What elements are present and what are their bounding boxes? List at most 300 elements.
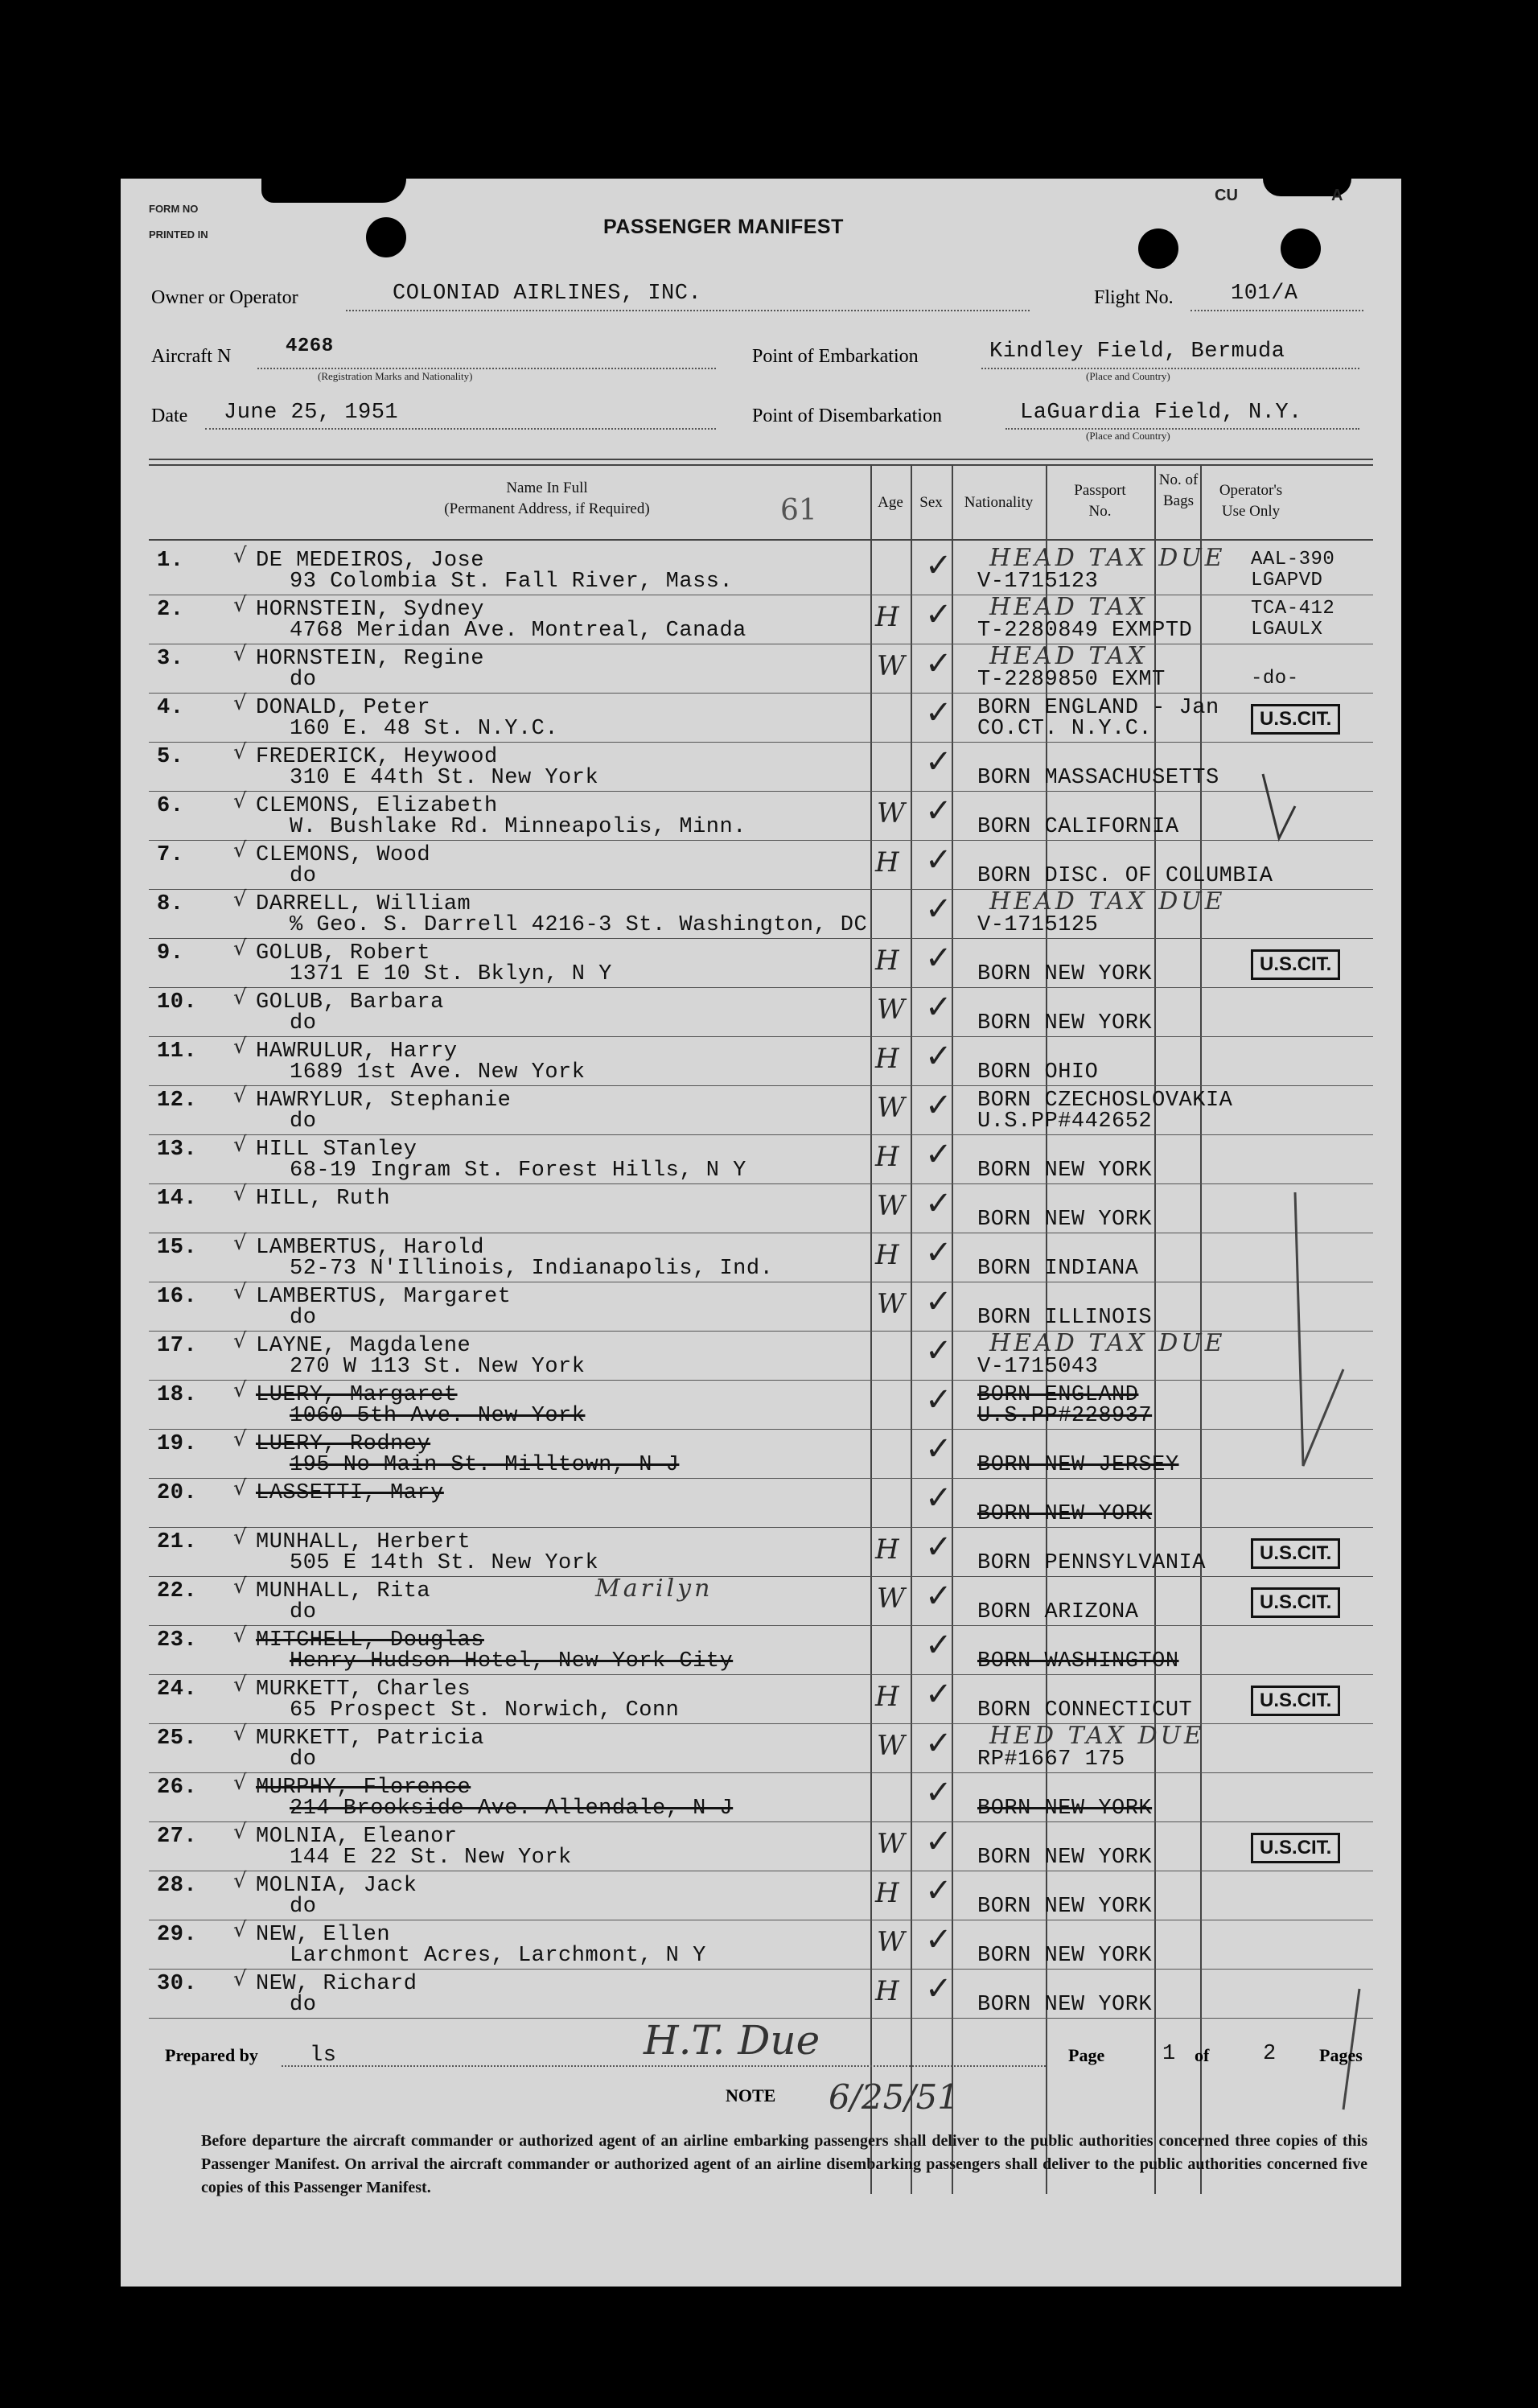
row-number: 17. (157, 1334, 198, 1358)
pen-stroke (1263, 774, 1295, 838)
row-number: 28. (157, 1874, 198, 1898)
passenger-name: DE MEDEIROS, Jose (256, 549, 484, 573)
punch-hole (366, 217, 406, 257)
passenger-address: 505 E 14th St. New York (290, 1551, 599, 1575)
sex-mark: H (875, 601, 899, 633)
operator-code: TCA-412 (1251, 598, 1335, 619)
row-number: 6. (157, 794, 184, 818)
sex-mark: W (877, 1583, 905, 1615)
sex-mark: H (875, 1533, 899, 1566)
flight-label: Flight No. (1094, 287, 1174, 308)
check-mark: ✓ (925, 547, 952, 584)
col-name-subtitle: (Permanent Address, if Required) (444, 500, 650, 517)
row-number: 26. (157, 1776, 198, 1800)
aircraft-underline (257, 368, 716, 369)
aircraft-label: Aircraft N (151, 346, 232, 367)
tick-mark: √ (233, 887, 247, 912)
col-name-title: Name In Full (506, 480, 588, 496)
manifest-title: PASSENGER MANIFEST (603, 216, 844, 238)
date-value: June 25, 1951 (224, 401, 399, 425)
nationality-value: CO.CT. N.Y.C. (977, 717, 1153, 741)
row-divider (149, 840, 1373, 841)
tick-mark: √ (233, 1722, 247, 1746)
punch-hole (1138, 228, 1178, 269)
flight-underline (1191, 310, 1363, 311)
tick-mark: √ (233, 1084, 247, 1108)
tick-mark: √ (233, 642, 247, 666)
nationality-value: BORN OHIO (977, 1060, 1099, 1085)
row-number: 19. (157, 1432, 198, 1456)
row-number: 14. (157, 1187, 198, 1211)
row-divider (149, 938, 1373, 939)
form-number: FORM NO (149, 203, 199, 215)
row-divider (149, 1674, 1373, 1675)
disembark-underline (1005, 428, 1359, 430)
torn-corner (261, 179, 406, 203)
tick-mark: √ (233, 1133, 247, 1157)
check-mark: ✓ (925, 792, 952, 829)
tick-mark: √ (233, 1771, 247, 1795)
tick-mark: √ (233, 1427, 247, 1451)
row-number: 23. (157, 1628, 198, 1653)
handwritten-note: HEAD TAX DUE (989, 544, 1226, 572)
row-number: 10. (157, 990, 198, 1015)
nationality-value: BORN NEW YORK (977, 1846, 1153, 1870)
embark-value: Kindley Field, Bermuda (989, 340, 1285, 364)
handwritten-note: HEAD TAX DUE (989, 1329, 1226, 1357)
row-number: 25. (157, 1727, 198, 1751)
col-bags-header: No. of Bags (1158, 471, 1199, 509)
nationality-value: BORN NEW YORK (977, 1944, 1153, 1968)
nationality-line-1: BORN CZECHOSLOVAKIA (977, 1089, 1233, 1113)
tick-mark: √ (233, 1231, 247, 1255)
nationality-value: BORN PENNSYLVANIA (977, 1551, 1206, 1575)
tick-mark: √ (233, 1820, 247, 1844)
row-divider (149, 1772, 1373, 1773)
row-number: 21. (157, 1530, 198, 1554)
check-mark: ✓ (925, 1921, 952, 1958)
owner-underline (346, 310, 1030, 311)
sex-mark: W (877, 1926, 905, 1958)
passenger-name: FREDERICK, Heywood (256, 745, 498, 769)
passenger-name: NEW, Richard (256, 1972, 417, 1996)
passenger-name: MURKETT, Charles (256, 1677, 471, 1702)
row-divider (149, 1625, 1373, 1626)
row-divider (149, 1576, 1373, 1577)
passenger-address: 4768 Meridan Ave. Montreal, Canada (290, 619, 746, 643)
manifest-page (121, 179, 1401, 2287)
passenger-address: do (290, 1895, 317, 1919)
handwritten-note: Marilyn (595, 1574, 713, 1603)
tick-mark: √ (233, 1280, 247, 1304)
passenger-address: 65 Prospect St. Norwich, Conn (290, 1698, 680, 1723)
page-of-label: of (1195, 2045, 1210, 2065)
owner-label: Owner or Operator (151, 287, 298, 308)
row-divider (149, 1527, 1373, 1528)
check-mark: ✓ (925, 694, 952, 731)
passenger-name: GOLUB, Robert (256, 941, 431, 965)
us-citizen-stamp: U.S.CIT. (1251, 1538, 1340, 1569)
passenger-address: Henry Hudson Hotel, New York City (290, 1649, 734, 1673)
handwritten-note: HEAD TAX DUE (989, 887, 1226, 916)
check-mark: ✓ (925, 1970, 952, 2007)
corner-code-right: A (1331, 187, 1343, 204)
row-divider (149, 1085, 1373, 1086)
passenger-address: 1371 E 10 St. Bklyn, N Y (290, 962, 612, 986)
passenger-address: do (290, 1993, 317, 2017)
operator-code-2: LGAULX (1251, 619, 1323, 640)
tick-mark: √ (233, 740, 247, 764)
tick-mark: √ (233, 986, 247, 1010)
passenger-address: do (290, 668, 317, 692)
prepared-underline (282, 2065, 1046, 2067)
sex-mark: H (875, 1877, 899, 1909)
tick-mark: √ (233, 936, 247, 961)
sex-mark: W (877, 797, 905, 829)
page-total: 2 (1263, 2042, 1277, 2066)
owner-value: COLONIAD AIRLINES, INC. (393, 282, 702, 306)
row-divider (149, 1478, 1373, 1479)
row-number: 30. (157, 1972, 198, 1996)
sex-mark: H (875, 1975, 899, 2007)
prepared-label: Prepared by (165, 2045, 258, 2065)
nationality-value: BORN MASSACHUSETTS (977, 766, 1219, 790)
passenger-name: MURKETT, Patricia (256, 1727, 484, 1751)
passenger-address: 68-19 Ingram St. Forest Hills, N Y (290, 1159, 746, 1183)
punch-hole (1281, 228, 1321, 269)
tick-mark: √ (233, 1869, 247, 1893)
handwritten-note: HEAD TAX (989, 642, 1148, 670)
passenger-address: 270 W 113 St. New York (290, 1355, 586, 1379)
us-citizen-stamp: U.S.CIT. (1251, 1833, 1340, 1863)
row-divider (149, 742, 1373, 743)
row-number: 18. (157, 1383, 198, 1407)
pages-label: Pages (1319, 2045, 1363, 2065)
column-divider (911, 464, 912, 2194)
passenger-address: 310 E 44th St. New York (290, 766, 599, 790)
nationality-value: BORN NEW YORK (977, 962, 1153, 986)
check-mark: ✓ (925, 1381, 952, 1418)
check-mark: ✓ (925, 940, 952, 977)
sex-mark: W (877, 994, 905, 1026)
us-citizen-stamp: U.S.CIT. (1251, 1587, 1340, 1618)
table-top-rule (149, 459, 1373, 460)
tick-mark: √ (233, 1182, 247, 1206)
sex-mark: W (877, 1092, 905, 1124)
registration-note: (Registration Marks and Nationality) (318, 370, 473, 382)
sex-mark: W (877, 650, 905, 682)
passenger-address: % Geo. S. Darrell 4216-3 St. Washington, DC (290, 913, 868, 937)
nationality-line-1: BORN ENGLAND - Jan (977, 696, 1219, 720)
check-mark: ✓ (925, 1087, 952, 1124)
prepared-value: ls (310, 2044, 337, 2068)
note-label: NOTE (726, 2085, 776, 2105)
check-mark: ✓ (925, 1430, 952, 1467)
sex-mark: H (875, 945, 899, 977)
nationality-value: RP#1667 175 (977, 1747, 1125, 1772)
flight-value: 101/A (1231, 282, 1298, 306)
passenger-address: 1060 5th Ave. New York (290, 1404, 586, 1428)
embark-place-note: (Place and Country) (1086, 370, 1170, 382)
passenger-name: LAMBERTUS, Harold (256, 1236, 484, 1260)
tick-mark: √ (233, 691, 247, 715)
check-mark: ✓ (925, 596, 952, 633)
col-name-header (362, 478, 732, 520)
sex-mark: W (877, 1730, 905, 1762)
handwritten-note: HEAD TAX (989, 593, 1148, 621)
passenger-name: HILL STanley (256, 1138, 417, 1162)
date-underline (205, 428, 716, 430)
check-mark: ✓ (925, 891, 952, 928)
tick-mark: √ (233, 1574, 247, 1599)
nationality-value: V-1715043 (977, 1355, 1099, 1379)
disembark-label: Point of Disembarkation (752, 405, 942, 426)
sex-mark: H (875, 846, 899, 879)
check-mark: ✓ (925, 1529, 952, 1566)
officer-signature: H.T. Due (644, 2017, 820, 2064)
check-mark: ✓ (925, 1725, 952, 1762)
passenger-address: W. Bushlake Rd. Minneapolis, Minn. (290, 815, 746, 839)
col-nationality-header: Nationality (964, 494, 1034, 511)
row-number: 8. (157, 892, 184, 916)
nationality-value: T-2289850 EXMT (977, 668, 1166, 692)
row-divider (149, 987, 1373, 988)
corner-code: CU (1215, 187, 1238, 204)
passenger-name: HAWRYLUR, Stephanie (256, 1089, 512, 1113)
us-citizen-stamp: U.S.CIT. (1251, 949, 1340, 980)
us-citizen-stamp: U.S.CIT. (1251, 1686, 1340, 1716)
passenger-name: HAWRULUR, Harry (256, 1039, 458, 1064)
embark-label: Point of Embarkation (752, 346, 919, 367)
check-mark: ✓ (925, 1234, 952, 1271)
row-divider (149, 791, 1373, 792)
passenger-address: do (290, 864, 317, 888)
passenger-name: MUNHALL, Rita (256, 1579, 431, 1603)
sex-mark: H (875, 1043, 899, 1075)
tick-mark: √ (233, 1378, 247, 1402)
nationality-line-1: BORN ENGLAND (977, 1383, 1139, 1407)
row-divider (149, 1821, 1373, 1822)
passenger-address: 195 No Main St. Milltown, N J (290, 1453, 680, 1477)
passenger-name: LAMBERTUS, Margaret (256, 1285, 512, 1309)
check-mark: ✓ (925, 1823, 952, 1860)
check-mark: ✓ (925, 1578, 952, 1615)
passenger-name: LAYNE, Magdalene (256, 1334, 471, 1358)
tick-mark: √ (233, 1967, 247, 1991)
tick-mark: √ (233, 544, 247, 568)
operator-code-2: LGAPVD (1251, 570, 1323, 591)
tick-mark: √ (233, 789, 247, 813)
row-divider (149, 1036, 1373, 1037)
row-number: 27. (157, 1825, 198, 1849)
tick-mark: √ (233, 838, 247, 862)
row-number: 16. (157, 1285, 198, 1309)
passenger-address: 93 Colombia St. Fall River, Mass. (290, 570, 734, 594)
row-number: 29. (157, 1923, 198, 1947)
check-mark: ✓ (925, 743, 952, 780)
row-number: 15. (157, 1236, 198, 1260)
sex-mark: W (877, 1288, 905, 1320)
row-divider (149, 1134, 1373, 1135)
passenger-name: GOLUB, Barbara (256, 990, 444, 1015)
disembark-place-note: (Place and Country) (1086, 430, 1170, 442)
passenger-name: MURPHY, Florence (256, 1776, 471, 1800)
passenger-name: DONALD, Peter (256, 696, 431, 720)
aircraft-value: 4268 (286, 335, 334, 357)
row-number: 12. (157, 1089, 198, 1113)
check-mark: ✓ (925, 989, 952, 1026)
row-number: 4. (157, 696, 184, 720)
check-mark: ✓ (925, 1480, 952, 1517)
note-text: Before departure the aircraft commander or authorized agent of an airline embarking passengers shall deliver to the public authorities concerned three copies of this Passenger Manifest. On arrival the aircraft commander or authorized agent of an airline disembarking passengers shall deliver to the public authorities concerned five copies of this Passenger Manifest. (201, 2132, 1367, 2196)
passenger-name: MOLNIA, Eleanor (256, 1825, 458, 1849)
nationality-value: BORN CONNECTICUT (977, 1698, 1193, 1723)
passenger-address: 52-73 N'Illinois, Indianapolis, Ind. (290, 1257, 774, 1281)
check-mark: ✓ (925, 1185, 952, 1222)
passenger-name: NEW, Ellen (256, 1923, 391, 1947)
passenger-address: do (290, 1109, 317, 1134)
row-number: 2. (157, 598, 184, 622)
passenger-name: HORNSTEIN, Regine (256, 647, 484, 671)
nationality-value: BORN NEW YORK (977, 1159, 1153, 1183)
row-number: 13. (157, 1138, 198, 1162)
passenger-address: do (290, 1747, 317, 1772)
check-mark: ✓ (925, 1627, 952, 1664)
check-mark: ✓ (925, 1038, 952, 1075)
check-mark: ✓ (925, 1283, 952, 1320)
column-divider (870, 464, 872, 2194)
header-bottom-rule (149, 539, 1373, 541)
nationality-value: T-2280849 EXMPTD (977, 619, 1193, 643)
row-number: 1. (157, 549, 184, 573)
check-mark: ✓ (925, 842, 952, 879)
check-mark: ✓ (925, 1774, 952, 1811)
row-number: 20. (157, 1481, 198, 1505)
nationality-value: BORN ILLINOIS (977, 1306, 1153, 1330)
nationality-value: BORN NEW YORK (977, 1895, 1153, 1919)
nationality-value: BORN NEW YORK (977, 1208, 1153, 1232)
row-number: 7. (157, 843, 184, 867)
tick-mark: √ (233, 1624, 247, 1648)
tick-mark: √ (233, 1476, 247, 1500)
date-label: Date (151, 405, 188, 426)
check-mark: ✓ (925, 1872, 952, 1909)
signature-date: 6/25/51 (829, 2077, 959, 2117)
check-mark: ✓ (925, 1676, 952, 1713)
check-mark: ✓ (925, 645, 952, 682)
passenger-address: 160 E. 48 St. N.Y.C. (290, 717, 559, 741)
embark-underline (981, 368, 1359, 369)
passenger-name: LUERY, Rodney (256, 1432, 431, 1456)
col-operator-header: Operator's Use Only (1219, 482, 1283, 520)
passenger-address: 144 E 22 St. New York (290, 1846, 572, 1870)
page-number: 1 (1162, 2042, 1176, 2066)
tick-mark: √ (233, 1673, 247, 1697)
handwritten-note: HED TAX DUE (989, 1722, 1205, 1750)
passenger-address: Larchmont Acres, Larchmont, N Y (290, 1944, 706, 1968)
row-divider (149, 693, 1373, 694)
col-age-header: Age (878, 494, 903, 511)
sex-mark: W (877, 1190, 905, 1222)
nationality-value: BORN NEW YORK (977, 1797, 1153, 1821)
passenger-count: 61 (780, 494, 817, 527)
row-divider (149, 1429, 1373, 1430)
operator-code: AAL-390 (1251, 549, 1335, 570)
sex-mark: H (875, 1239, 899, 1271)
row-number: 24. (157, 1677, 198, 1702)
nationality-value: BORN INDIANA (977, 1257, 1139, 1281)
table-top-rule (149, 464, 1373, 466)
row-number: 9. (157, 941, 184, 965)
nationality-value: BORN NEW YORK (977, 1993, 1153, 2017)
printed-in: PRINTED IN (149, 228, 208, 241)
nationality-value: BORN DISC. OF COLUMBIA (977, 864, 1273, 888)
passenger-name: MUNHALL, Herbert (256, 1530, 471, 1554)
row-number: 5. (157, 745, 184, 769)
row-number: 11. (157, 1039, 198, 1064)
passenger-address: do (290, 1600, 317, 1624)
tick-mark: √ (233, 1525, 247, 1550)
passenger-name: MITCHELL, Douglas (256, 1628, 484, 1653)
passenger-name: MOLNIA, Jack (256, 1874, 417, 1898)
nationality-value: BORN CALIFORNIA (977, 815, 1179, 839)
passenger-address: do (290, 1011, 317, 1035)
pen-marks (1247, 742, 1392, 2150)
nationality-value: BORN WASHINGTON (977, 1649, 1179, 1673)
passenger-address: 1689 1st Ave. New York (290, 1060, 586, 1085)
row-divider (149, 1183, 1373, 1184)
nationality-value: U.S.PP#228937 (977, 1404, 1153, 1428)
tick-mark: √ (233, 1329, 247, 1353)
passenger-name: CLEMONS, Elizabeth (256, 794, 498, 818)
tick-mark: √ (233, 593, 247, 617)
sex-mark: W (877, 1828, 905, 1860)
tick-mark: √ (233, 1918, 247, 1942)
check-mark: ✓ (925, 1136, 952, 1173)
row-divider (149, 1380, 1373, 1381)
passenger-name: HORNSTEIN, Sydney (256, 598, 484, 622)
row-number: 22. (157, 1579, 198, 1603)
passenger-name: LASSETTI, Mary (256, 1481, 444, 1505)
passenger-address: do (290, 1306, 317, 1330)
nationality-value: BORN NEW JERSEY (977, 1453, 1179, 1477)
passenger-name: HILL, Ruth (256, 1187, 391, 1211)
operator-code-2: -do- (1251, 668, 1299, 689)
page-label: Page (1068, 2045, 1105, 2065)
nationality-value: V-1715125 (977, 913, 1099, 937)
nationality-value: BORN NEW YORK (977, 1011, 1153, 1035)
col-passport-header: Passport No. (1074, 482, 1126, 520)
col-sex-header: Sex (919, 494, 943, 511)
check-mark: ✓ (925, 1332, 952, 1369)
nationality-value: U.S.PP#442652 (977, 1109, 1153, 1134)
row-divider (149, 1969, 1373, 1970)
nationality-value: BORN NEW YORK (977, 1502, 1153, 1526)
us-citizen-stamp: U.S.CIT. (1251, 704, 1340, 735)
tick-mark: √ (233, 1035, 247, 1059)
sex-mark: H (875, 1141, 899, 1173)
passenger-name: LUERY, Margaret (256, 1383, 458, 1407)
passenger-name: DARRELL, William (256, 892, 471, 916)
passenger-name: CLEMONS, Wood (256, 843, 431, 867)
nationality-value: V-1715123 (977, 570, 1099, 594)
pen-stroke (1295, 1192, 1343, 1466)
sex-mark: H (875, 1681, 899, 1713)
row-number: 3. (157, 647, 184, 671)
passenger-address: 214 Brookside Ave. Allendale, N J (290, 1797, 734, 1821)
disembark-value: LaGuardia Field, N.Y. (1020, 401, 1302, 425)
nationality-value: BORN ARIZONA (977, 1600, 1139, 1624)
